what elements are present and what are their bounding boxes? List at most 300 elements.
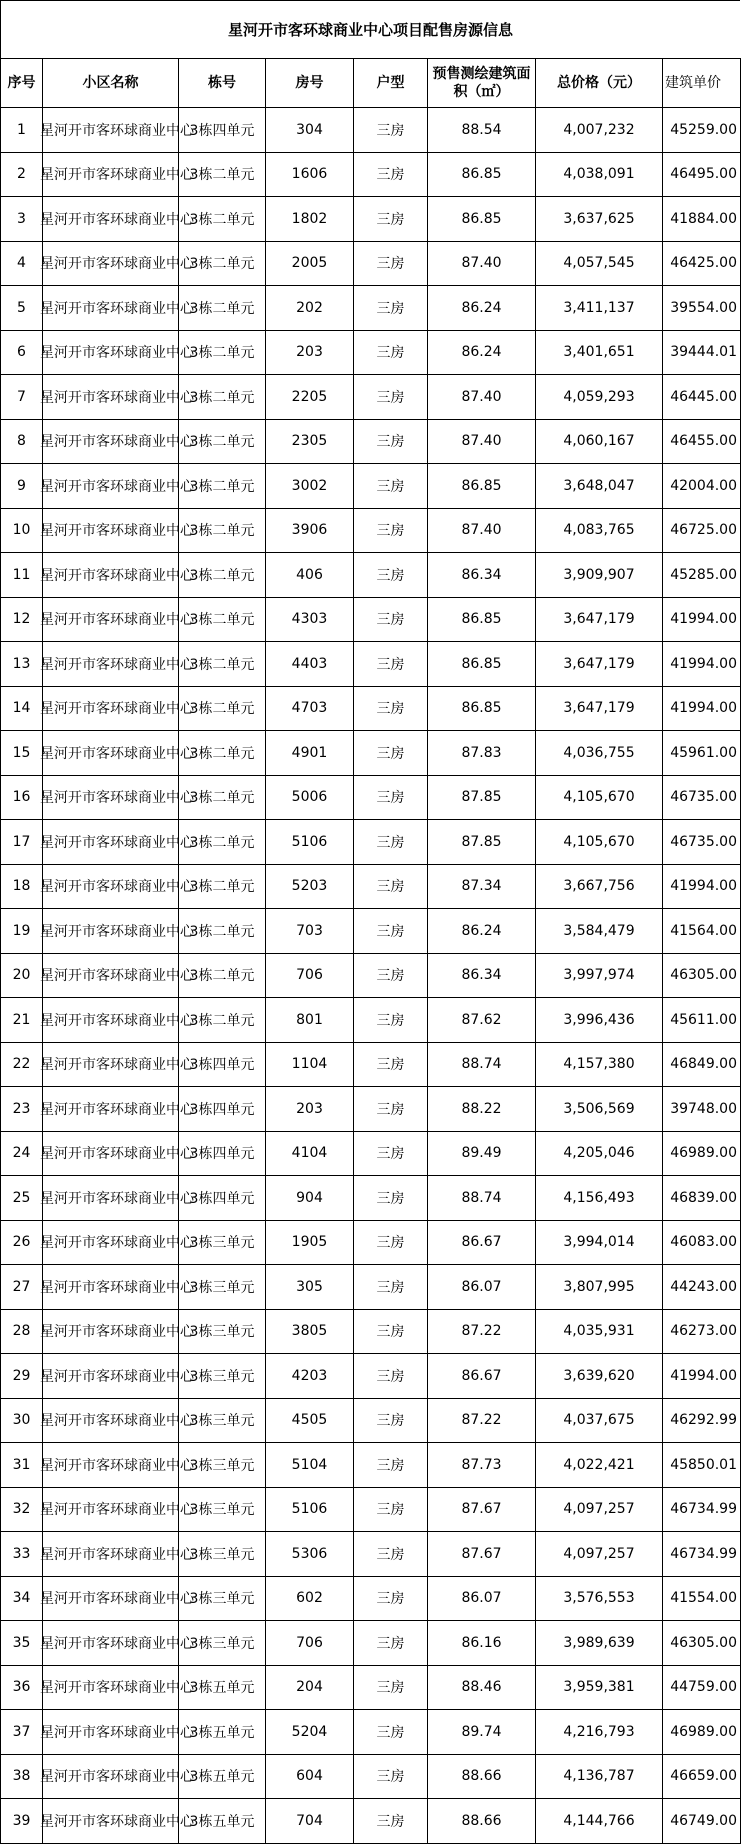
cell-building: 3栋二单元 (179, 197, 266, 242)
cell-room: 706 (266, 953, 354, 998)
community-name-text: 星河开市客环球商业中心 (40, 345, 194, 362)
table-row (1, 241, 741, 286)
cell-price: 3,989,639 (536, 1621, 663, 1666)
cell-seq: 31 (1, 1443, 43, 1488)
cell-area: 87.40 (428, 375, 536, 420)
cell-seq: 6 (1, 330, 43, 375)
cell-area: 87.40 (428, 419, 536, 464)
cell-community (40, 1710, 194, 1755)
cell-unit-price: 44243.00 (663, 1265, 741, 1310)
cell-room: 2205 (266, 375, 354, 420)
cell-building: 3栋二单元 (179, 775, 266, 820)
header-room: 房号 (266, 59, 354, 108)
cell-unit-price: 46735.00 (663, 820, 741, 865)
cell-type: 三房 (354, 464, 428, 509)
cell-type: 三房 (354, 642, 428, 687)
cell-room: 2305 (266, 419, 354, 464)
cell-unit-price: 45285.00 (663, 553, 741, 598)
cell-seq: 24 (1, 1131, 43, 1176)
table-row (1, 1309, 741, 1354)
cell-unit-price: 41994.00 (663, 597, 741, 642)
cell-community (40, 909, 194, 954)
cell-unit-price: 46749.00 (663, 1799, 741, 1844)
cell-community (40, 1665, 194, 1710)
cell-area: 86.24 (428, 909, 536, 954)
cell-community (40, 998, 194, 1043)
cell-community (40, 108, 194, 153)
cell-seq: 12 (1, 597, 43, 642)
cell-seq: 36 (1, 1665, 43, 1710)
cell-building: 3栋二单元 (179, 152, 266, 197)
table-row (1, 953, 741, 998)
cell-area: 89.74 (428, 1710, 536, 1755)
cell-type: 三房 (354, 909, 428, 954)
community-name-text: 星河开市客环球商业中心 (40, 656, 194, 673)
table-row (1, 508, 741, 553)
cell-type: 三房 (354, 1131, 428, 1176)
cell-price: 3,584,479 (536, 909, 663, 954)
community-name-text: 星河开市客环球商业中心 (40, 122, 194, 139)
cell-price: 3,994,014 (536, 1220, 663, 1265)
cell-price: 3,637,625 (536, 197, 663, 242)
community-name-text: 星河开市客环球商业中心 (40, 1012, 194, 1029)
cell-room: 5306 (266, 1532, 354, 1577)
cell-unit-price: 46305.00 (663, 953, 741, 998)
cell-building: 3栋三单元 (179, 1443, 266, 1488)
cell-building: 3栋二单元 (179, 375, 266, 420)
cell-type: 三房 (354, 686, 428, 731)
cell-building: 3栋五单元 (179, 1665, 266, 1710)
cell-community (40, 686, 194, 731)
cell-area: 86.34 (428, 553, 536, 598)
community-name-text: 星河开市客环球商业中心 (40, 1368, 194, 1385)
cell-unit-price: 41994.00 (663, 864, 741, 909)
cell-area: 86.85 (428, 686, 536, 731)
cell-type: 三房 (354, 1220, 428, 1265)
table-row (1, 686, 741, 731)
cell-area: 86.67 (428, 1220, 536, 1265)
cell-type: 三房 (354, 1087, 428, 1132)
cell-building: 3栋二单元 (179, 464, 266, 509)
cell-building: 3栋四单元 (179, 1042, 266, 1087)
cell-community (40, 286, 194, 331)
table-row (1, 909, 741, 954)
cell-type: 三房 (354, 1042, 428, 1087)
cell-room: 203 (266, 1087, 354, 1132)
cell-unit-price: 45259.00 (663, 108, 741, 153)
cell-type: 三房 (354, 1309, 428, 1354)
cell-building: 3栋三单元 (179, 1576, 266, 1621)
cell-community (40, 508, 194, 553)
cell-community (40, 1754, 194, 1799)
community-name-text: 星河开市客环球商业中心 (40, 211, 194, 228)
cell-type: 三房 (354, 197, 428, 242)
cell-community (40, 330, 194, 375)
table-row (1, 1621, 741, 1666)
cell-type: 三房 (354, 820, 428, 865)
cell-room: 706 (266, 1621, 354, 1666)
cell-price: 4,083,765 (536, 508, 663, 553)
cell-price: 4,022,421 (536, 1443, 663, 1488)
cell-community (40, 419, 194, 464)
cell-price: 3,648,047 (536, 464, 663, 509)
table-row (1, 197, 741, 242)
cell-building: 3栋三单元 (179, 1398, 266, 1443)
cell-type: 三房 (354, 1487, 428, 1532)
community-name-text: 星河开市客环球商业中心 (40, 1591, 194, 1608)
table-row (1, 1443, 741, 1488)
table-row (1, 1176, 741, 1221)
cell-area: 86.85 (428, 197, 536, 242)
cell-seq: 14 (1, 686, 43, 731)
community-name-text: 星河开市客环球商业中心 (40, 1813, 194, 1830)
cell-community (40, 1087, 194, 1132)
cell-building: 3栋三单元 (179, 1532, 266, 1577)
cell-community (40, 152, 194, 197)
cell-unit-price: 41994.00 (663, 686, 741, 731)
table-row (1, 597, 741, 642)
table-row (1, 108, 741, 153)
cell-building: 3栋四单元 (179, 1087, 266, 1132)
cell-area: 88.66 (428, 1754, 536, 1799)
table-row (1, 1576, 741, 1621)
cell-community (40, 1443, 194, 1488)
cell-type: 三房 (354, 1754, 428, 1799)
cell-building: 3栋四单元 (179, 1131, 266, 1176)
cell-seq: 26 (1, 1220, 43, 1265)
table-row (1, 1398, 741, 1443)
cell-building: 3栋四单元 (179, 108, 266, 153)
cell-room: 801 (266, 998, 354, 1043)
cell-seq: 22 (1, 1042, 43, 1087)
cell-unit-price: 46989.00 (663, 1710, 741, 1755)
cell-price: 3,647,179 (536, 597, 663, 642)
community-name-text: 星河开市客环球商业中心 (40, 523, 194, 540)
cell-building: 3栋二单元 (179, 998, 266, 1043)
table-row (1, 1042, 741, 1087)
cell-building: 3栋二单元 (179, 686, 266, 731)
cell-building: 3栋二单元 (179, 597, 266, 642)
cell-area: 86.07 (428, 1265, 536, 1310)
cell-building: 3栋五单元 (179, 1799, 266, 1844)
cell-seq: 10 (1, 508, 43, 553)
header-row (1, 59, 741, 108)
cell-community (40, 1799, 194, 1844)
cell-building: 3栋二单元 (179, 286, 266, 331)
cell-seq: 28 (1, 1309, 43, 1354)
cell-unit-price: 46083.00 (663, 1220, 741, 1265)
cell-type: 三房 (354, 152, 428, 197)
cell-room: 2005 (266, 241, 354, 286)
cell-seq: 33 (1, 1532, 43, 1577)
cell-area: 87.73 (428, 1443, 536, 1488)
community-name-text: 星河开市客环球商业中心 (40, 1279, 194, 1296)
cell-price: 4,038,091 (536, 152, 663, 197)
cell-unit-price: 41994.00 (663, 642, 741, 687)
cell-type: 三房 (354, 1265, 428, 1310)
cell-seq: 9 (1, 464, 43, 509)
cell-room: 1905 (266, 1220, 354, 1265)
community-name-text: 星河开市客环球商业中心 (40, 478, 194, 495)
cell-price: 3,411,137 (536, 286, 663, 331)
cell-room: 4505 (266, 1398, 354, 1443)
cell-price: 4,216,793 (536, 1710, 663, 1755)
table-row (1, 553, 741, 598)
cell-room: 4703 (266, 686, 354, 731)
cell-building: 3栋五单元 (179, 1710, 266, 1755)
cell-room: 202 (266, 286, 354, 331)
table-row (1, 1087, 741, 1132)
cell-seq: 8 (1, 419, 43, 464)
cell-room: 5203 (266, 864, 354, 909)
cell-community (40, 1176, 194, 1221)
cell-price: 3,647,179 (536, 642, 663, 687)
cell-community (40, 864, 194, 909)
community-name-text: 星河开市客环球商业中心 (40, 790, 194, 807)
cell-price: 3,576,553 (536, 1576, 663, 1621)
cell-price: 3,807,995 (536, 1265, 663, 1310)
cell-type: 三房 (354, 1576, 428, 1621)
cell-building: 3栋二单元 (179, 553, 266, 598)
cell-area: 88.54 (428, 108, 536, 153)
cell-building: 3栋二单元 (179, 508, 266, 553)
cell-type: 三房 (354, 419, 428, 464)
cell-room: 4203 (266, 1354, 354, 1399)
cell-seq: 4 (1, 241, 43, 286)
cell-type: 三房 (354, 1176, 428, 1221)
table-row (1, 864, 741, 909)
community-name-text: 星河开市客环球商业中心 (40, 1235, 194, 1252)
cell-seq: 30 (1, 1398, 43, 1443)
cell-room: 406 (266, 553, 354, 598)
cell-room: 5104 (266, 1443, 354, 1488)
cell-unit-price: 42004.00 (663, 464, 741, 509)
cell-unit-price: 46735.00 (663, 775, 741, 820)
community-name-text: 星河开市客环球商业中心 (40, 1635, 194, 1652)
cell-type: 三房 (354, 330, 428, 375)
cell-unit-price: 46839.00 (663, 1176, 741, 1221)
cell-community (40, 1131, 194, 1176)
community-name-text: 星河开市客环球商业中心 (40, 612, 194, 629)
cell-room: 305 (266, 1265, 354, 1310)
cell-price: 3,996,436 (536, 998, 663, 1043)
cell-area: 86.16 (428, 1621, 536, 1666)
table-row (1, 375, 741, 420)
cell-price: 4,105,670 (536, 775, 663, 820)
cell-type: 三房 (354, 1710, 428, 1755)
community-name-text: 星河开市客环球商业中心 (40, 434, 194, 451)
cell-seq: 7 (1, 375, 43, 420)
cell-building: 3栋二单元 (179, 953, 266, 998)
table-row (1, 775, 741, 820)
cell-room: 3805 (266, 1309, 354, 1354)
cell-price: 3,909,907 (536, 553, 663, 598)
cell-type: 三房 (354, 1398, 428, 1443)
table-row (1, 731, 741, 776)
cell-room: 4901 (266, 731, 354, 776)
cell-unit-price: 46989.00 (663, 1131, 741, 1176)
cell-area: 88.46 (428, 1665, 536, 1710)
cell-seq: 25 (1, 1176, 43, 1221)
cell-type: 三房 (354, 241, 428, 286)
table-row (1, 1354, 741, 1399)
cell-seq: 37 (1, 1710, 43, 1755)
cell-community (40, 1532, 194, 1577)
community-name-text: 星河开市客环球商业中心 (40, 1057, 194, 1074)
community-name-text: 星河开市客环球商业中心 (40, 879, 194, 896)
cell-unit-price: 46734.99 (663, 1487, 741, 1532)
cell-price: 3,997,974 (536, 953, 663, 998)
cell-room: 5204 (266, 1710, 354, 1755)
cell-unit-price: 41564.00 (663, 909, 741, 954)
cell-unit-price: 46273.00 (663, 1309, 741, 1354)
cell-area: 86.07 (428, 1576, 536, 1621)
cell-room: 3906 (266, 508, 354, 553)
cell-price: 4,097,257 (536, 1532, 663, 1577)
community-name-text: 星河开市客环球商业中心 (40, 167, 194, 184)
cell-price: 3,647,179 (536, 686, 663, 731)
community-name-text: 星河开市客环球商业中心 (40, 834, 194, 851)
cell-type: 三房 (354, 1665, 428, 1710)
cell-area: 87.85 (428, 820, 536, 865)
cell-room: 5006 (266, 775, 354, 820)
table-row (1, 286, 741, 331)
cell-building: 3栋三单元 (179, 1309, 266, 1354)
cell-room: 1104 (266, 1042, 354, 1087)
cell-room: 4104 (266, 1131, 354, 1176)
cell-price: 4,144,766 (536, 1799, 663, 1844)
table-row (1, 1532, 741, 1577)
cell-price: 4,156,493 (536, 1176, 663, 1221)
cell-seq: 17 (1, 820, 43, 865)
cell-community (40, 953, 194, 998)
table-row (1, 1665, 741, 1710)
cell-unit-price: 39444.01 (663, 330, 741, 375)
cell-room: 203 (266, 330, 354, 375)
community-name-text: 星河开市客环球商业中心 (40, 1502, 194, 1519)
cell-price: 3,639,620 (536, 1354, 663, 1399)
community-name-text: 星河开市客环球商业中心 (40, 1546, 194, 1563)
table-row (1, 330, 741, 375)
cell-unit-price: 46495.00 (663, 152, 741, 197)
cell-type: 三房 (354, 1799, 428, 1844)
table-row (1, 1487, 741, 1532)
community-name-text: 星河开市客环球商业中心 (40, 745, 194, 762)
header-seq: 序号 (1, 59, 43, 108)
cell-area: 86.85 (428, 642, 536, 687)
community-name-text: 星河开市客环球商业中心 (40, 1101, 194, 1118)
table-row (1, 820, 741, 865)
table-body (1, 108, 741, 1844)
cell-type: 三房 (354, 597, 428, 642)
cell-type: 三房 (354, 508, 428, 553)
cell-unit-price: 41554.00 (663, 1576, 741, 1621)
cell-room: 904 (266, 1176, 354, 1221)
cell-seq: 19 (1, 909, 43, 954)
cell-building: 3栋三单元 (179, 1220, 266, 1265)
cell-area: 87.22 (428, 1309, 536, 1354)
cell-price: 4,035,931 (536, 1309, 663, 1354)
cell-area: 87.34 (428, 864, 536, 909)
cell-area: 86.24 (428, 286, 536, 331)
cell-room: 1606 (266, 152, 354, 197)
cell-seq: 13 (1, 642, 43, 687)
cell-building: 3栋二单元 (179, 241, 266, 286)
cell-building: 3栋四单元 (179, 1176, 266, 1221)
cell-price: 3,667,756 (536, 864, 663, 909)
cell-unit-price: 46445.00 (663, 375, 741, 420)
header-price: 总价格（元） (536, 59, 663, 108)
cell-community (40, 1487, 194, 1532)
community-name-text: 星河开市客环球商业中心 (40, 1324, 194, 1341)
cell-area: 87.40 (428, 241, 536, 286)
cell-unit-price: 45611.00 (663, 998, 741, 1043)
community-name-text: 星河开市客环球商业中心 (40, 923, 194, 940)
cell-room: 602 (266, 1576, 354, 1621)
table-row (1, 998, 741, 1043)
cell-price: 4,059,293 (536, 375, 663, 420)
cell-seq: 2 (1, 152, 43, 197)
cell-area: 87.62 (428, 998, 536, 1043)
header-building: 栋号 (179, 59, 266, 108)
cell-room: 5106 (266, 820, 354, 865)
community-name-text: 星河开市客环球商业中心 (40, 1769, 194, 1786)
cell-community (40, 464, 194, 509)
cell-price: 4,057,545 (536, 241, 663, 286)
cell-price: 4,157,380 (536, 1042, 663, 1087)
cell-type: 三房 (354, 1354, 428, 1399)
cell-community (40, 197, 194, 242)
cell-building: 3栋二单元 (179, 419, 266, 464)
cell-area: 87.85 (428, 775, 536, 820)
table-row (1, 1710, 741, 1755)
cell-building: 3栋二单元 (179, 642, 266, 687)
cell-unit-price: 46292.99 (663, 1398, 741, 1443)
community-name-text: 星河开市客环球商业中心 (40, 968, 194, 985)
community-name-text: 星河开市客环球商业中心 (40, 701, 194, 718)
cell-building: 3栋三单元 (179, 1621, 266, 1666)
cell-area: 87.67 (428, 1487, 536, 1532)
cell-type: 三房 (354, 731, 428, 776)
cell-community (40, 1354, 194, 1399)
cell-price: 4,060,167 (536, 419, 663, 464)
cell-room: 3002 (266, 464, 354, 509)
cell-unit-price: 41884.00 (663, 197, 741, 242)
cell-area: 86.85 (428, 152, 536, 197)
cell-building: 3栋二单元 (179, 731, 266, 776)
cell-room: 703 (266, 909, 354, 954)
cell-community (40, 597, 194, 642)
community-name-text: 星河开市客环球商业中心 (40, 1680, 194, 1697)
cell-unit-price: 45961.00 (663, 731, 741, 776)
cell-price: 4,105,670 (536, 820, 663, 865)
cell-unit-price: 46305.00 (663, 1621, 741, 1666)
cell-seq: 39 (1, 1799, 43, 1844)
cell-type: 三房 (354, 1532, 428, 1577)
cell-community (40, 1621, 194, 1666)
cell-area: 87.67 (428, 1532, 536, 1577)
cell-seq: 18 (1, 864, 43, 909)
cell-seq: 38 (1, 1754, 43, 1799)
header-unit-price: 建筑单价 (663, 59, 741, 108)
cell-area: 88.22 (428, 1087, 536, 1132)
cell-price: 4,036,755 (536, 731, 663, 776)
cell-room: 704 (266, 1799, 354, 1844)
community-name-text: 星河开市客环球商业中心 (40, 256, 194, 273)
cell-seq: 32 (1, 1487, 43, 1532)
table-row (1, 1754, 741, 1799)
cell-area: 86.24 (428, 330, 536, 375)
